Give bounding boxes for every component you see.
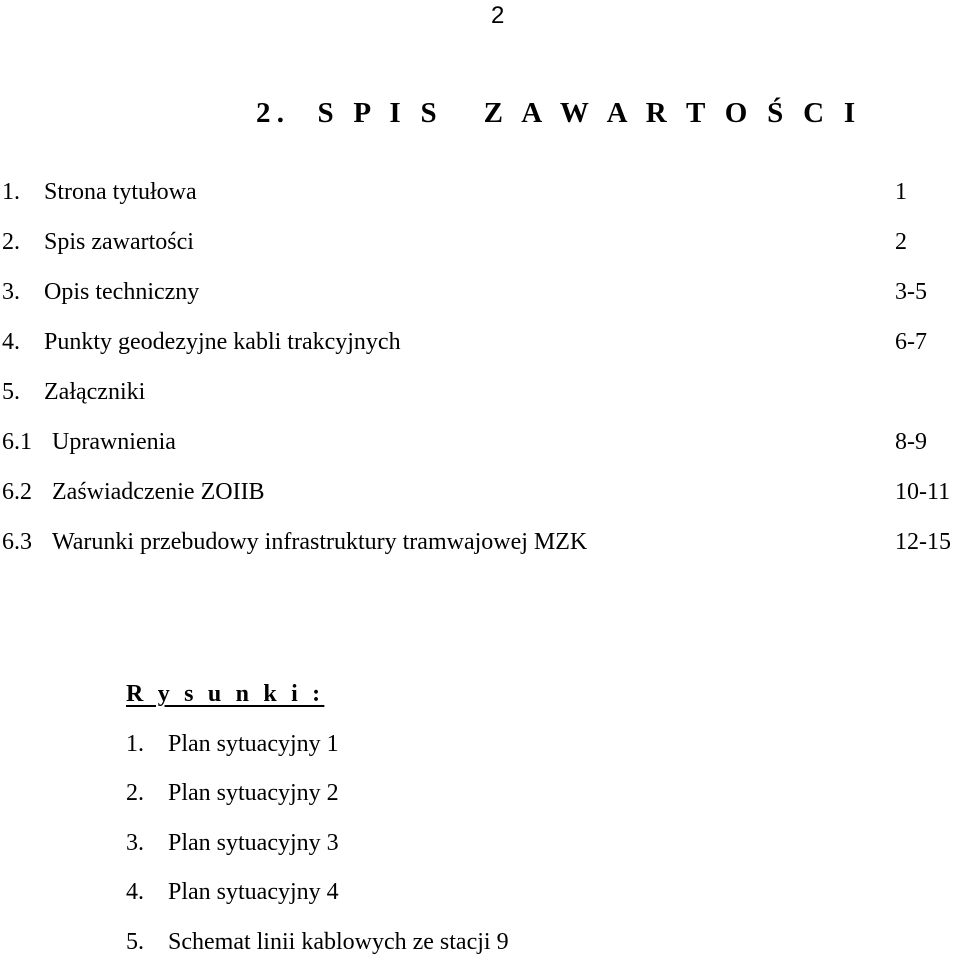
toc-label: Strona tytułowa bbox=[44, 179, 197, 205]
toc-label: Załączniki bbox=[44, 379, 146, 405]
toc-number: 6.1 bbox=[2, 429, 32, 455]
toc-row bbox=[0, 226, 960, 258]
toc-page: 6-7 bbox=[895, 329, 927, 355]
toc-page: 3-5 bbox=[895, 279, 927, 305]
page-number: 2 bbox=[491, 2, 505, 29]
toc-page: 2 bbox=[895, 229, 907, 255]
list-item bbox=[0, 926, 960, 958]
figure-label: Schemat linii kablowych ze stacji 9 bbox=[168, 929, 509, 955]
toc-row bbox=[0, 476, 960, 508]
toc-label: Warunki przebudowy infrastruktury tramwajowej MZK bbox=[52, 529, 588, 555]
toc-number: 6.2 bbox=[2, 479, 32, 505]
toc-number: 2. bbox=[2, 229, 20, 255]
toc-label: Spis zawartości bbox=[44, 229, 194, 255]
figure-number: 4. bbox=[126, 879, 144, 905]
toc-number: 4. bbox=[2, 329, 20, 355]
figure-number: 1. bbox=[126, 731, 144, 757]
list-item bbox=[0, 728, 960, 760]
toc-label: Opis techniczny bbox=[44, 279, 200, 305]
figure-label: Plan sytuacyjny 4 bbox=[168, 879, 339, 905]
figure-number: 2. bbox=[126, 780, 144, 806]
toc-page: 10-11 bbox=[895, 479, 951, 505]
figures-heading: R y s u n k i : bbox=[126, 681, 325, 707]
figure-number: 3. bbox=[126, 830, 144, 856]
toc-row bbox=[0, 326, 960, 358]
toc-row bbox=[0, 276, 960, 308]
toc-number: 6.3 bbox=[2, 529, 32, 555]
toc-label: Punkty geodezyjne kabli trakcyjnych bbox=[44, 329, 401, 355]
toc-number: 3. bbox=[2, 279, 20, 305]
figure-number: 5. bbox=[126, 929, 144, 955]
figure-label: Plan sytuacyjny 1 bbox=[168, 731, 339, 757]
toc-number: 5. bbox=[2, 379, 20, 405]
toc-row bbox=[0, 526, 960, 558]
toc-row bbox=[0, 176, 960, 208]
toc-row bbox=[0, 426, 960, 458]
toc-page: 1 bbox=[895, 179, 907, 205]
list-item bbox=[0, 827, 960, 859]
list-item bbox=[0, 876, 960, 908]
toc-number: 1. bbox=[2, 179, 20, 205]
figure-label: Plan sytuacyjny 3 bbox=[168, 830, 339, 856]
list-item bbox=[0, 777, 960, 809]
toc-row bbox=[0, 376, 960, 408]
figure-label: Plan sytuacyjny 2 bbox=[168, 780, 339, 806]
toc-page: 8-9 bbox=[895, 429, 927, 455]
toc-page: 12-15 bbox=[895, 529, 951, 555]
toc-label: Uprawnienia bbox=[52, 429, 176, 455]
section-title: 2. S P I S Z A W A R T O Ś C I bbox=[256, 97, 862, 129]
toc-label: Zaświadczenie ZOIIB bbox=[52, 479, 265, 505]
